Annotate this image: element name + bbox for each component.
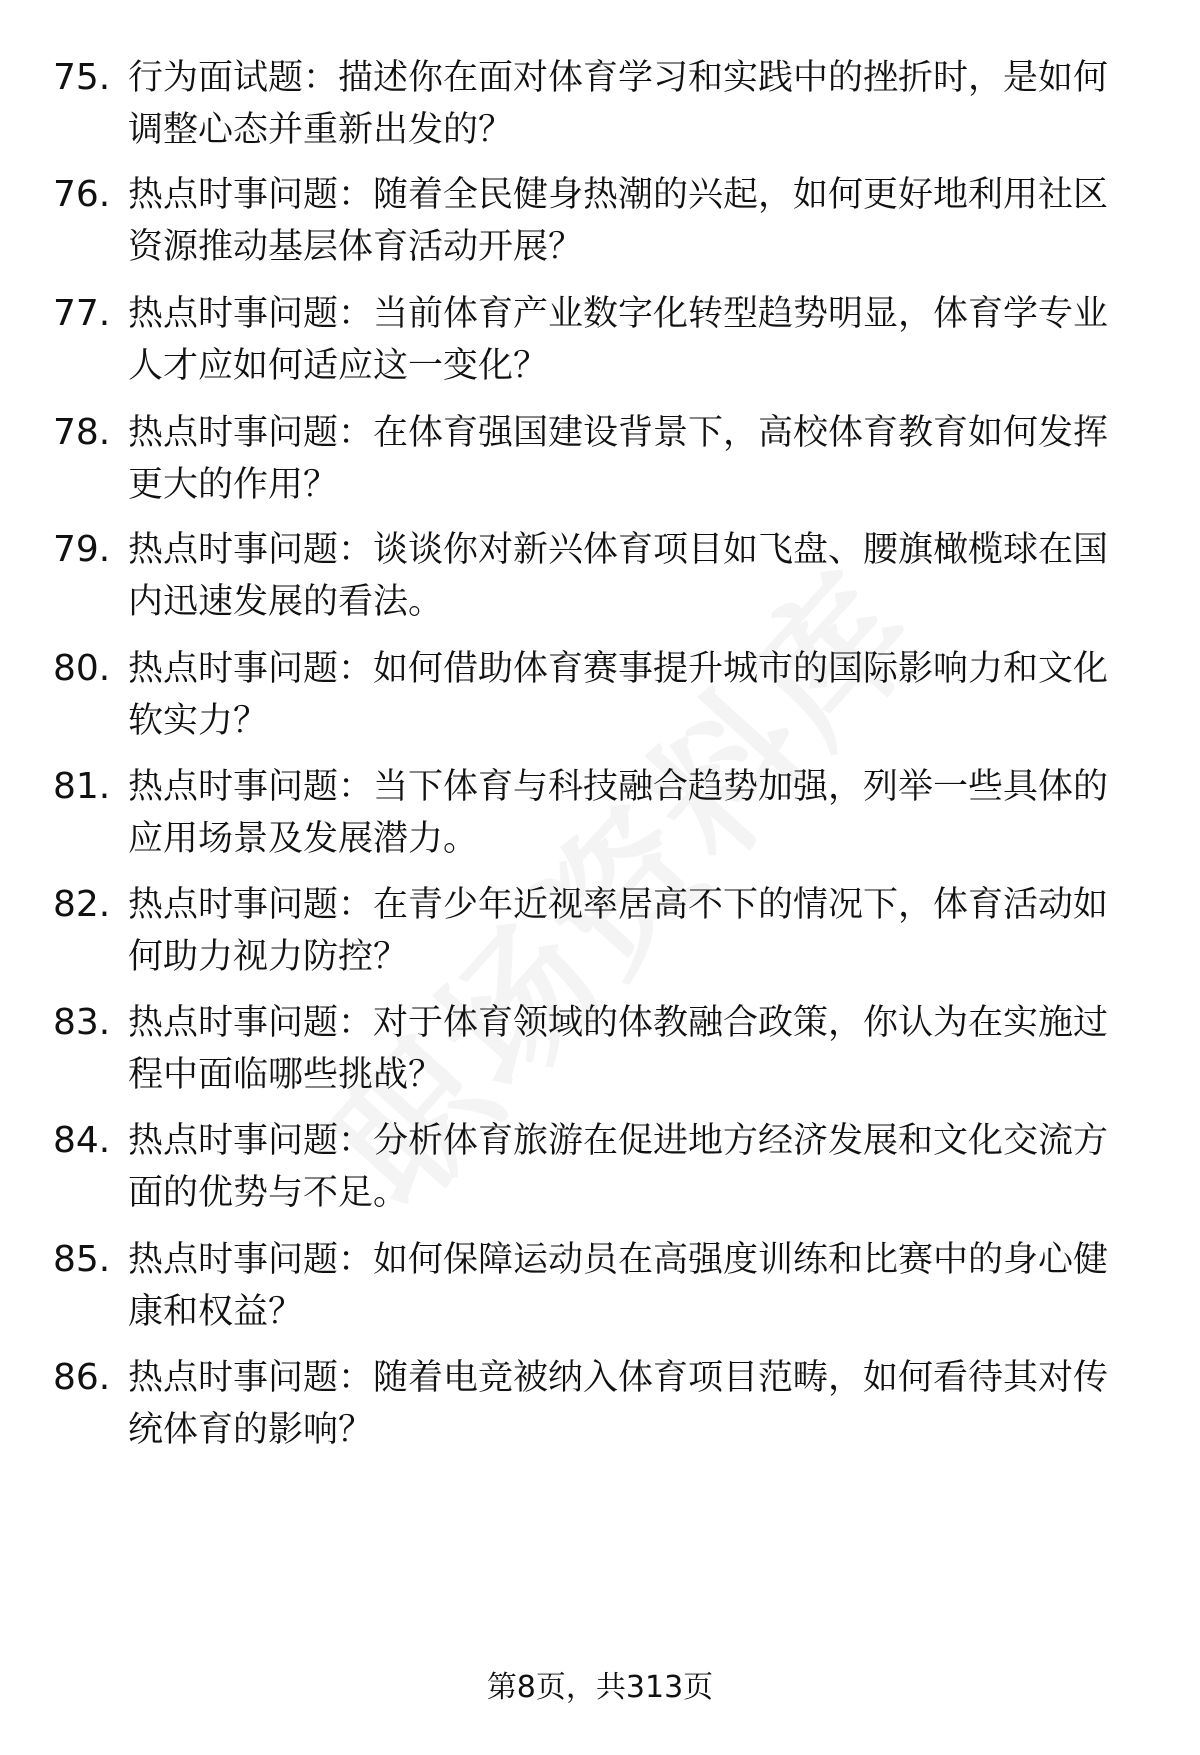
question-item [0,288,1200,398]
question-item [0,1352,1200,1462]
page-footer: 第8页，共313页 [486,1670,714,1705]
question-number: 80. [53,648,111,689]
question-text: 热点时事问题：在体育强国建设背景下，高校体育教育如何发挥更大的作用？ [128,413,1109,505]
question-text: 热点时事问题：当前体育产业数字化转型趋势明显，体育学专业人才应如何适应这一变化？ [128,294,1109,386]
question-item [0,1115,1200,1225]
question-text: 热点时事问题：当下体育与科技融合趋势加强，列举一些具体的应用场景及发展潜力。 [128,767,1109,859]
question-number: 76. [53,174,111,215]
question-number: 83. [53,1002,111,1043]
question-text: 热点时事问题：如何借助体育赛事提升城市的国际影响力和文化软实力？ [128,649,1109,741]
question-number: 77. [53,293,111,334]
question-item [0,169,1200,279]
question-item [0,879,1200,989]
question-item [0,643,1200,753]
question-text: 热点时事问题：对于体育领域的体教融合政策，你认为在实施过程中面临哪些挑战？ [128,1003,1109,1095]
question-text: 热点时事问题：随着电竞被纳入体育项目范畴，如何看待其对传统体育的影响？ [128,1358,1109,1450]
question-item [0,407,1200,517]
question-number: 84. [53,1120,111,1161]
question-text: 热点时事问题：谈谈你对新兴体育项目如飞盘、腰旗橄榄球在国内迅速发展的看法。 [128,530,1109,622]
question-number: 86. [53,1357,111,1398]
question-item [0,1234,1200,1344]
question-item [0,524,1200,634]
question-text: 热点时事问题：分析体育旅游在促进地方经济发展和文化交流方面的优势与不足。 [128,1121,1109,1213]
question-number: 78. [53,412,111,453]
question-number: 79. [53,529,111,570]
question-text: 热点时事问题：随着全民健身热潮的兴起，如何更好地利用社区资源推动基层体育活动开展？ [128,175,1109,267]
question-number: 75. [53,57,111,98]
question-text: 热点时事问题：在青少年近视率居高不下的情况下，体育活动如何助力视力防控？ [128,885,1109,977]
question-number: 81. [53,766,111,807]
question-item [0,761,1200,871]
question-number: 82. [53,884,111,925]
question-text: 行为面试题：描述你在面对体育学习和实践中的挫折时，是如何调整心态并重新出发的？ [128,58,1109,150]
question-item [0,997,1200,1107]
question-number: 85. [53,1239,111,1280]
question-text: 热点时事问题：如何保障运动员在高强度训练和比赛中的身心健康和权益？ [128,1240,1109,1332]
question-item [0,52,1200,162]
